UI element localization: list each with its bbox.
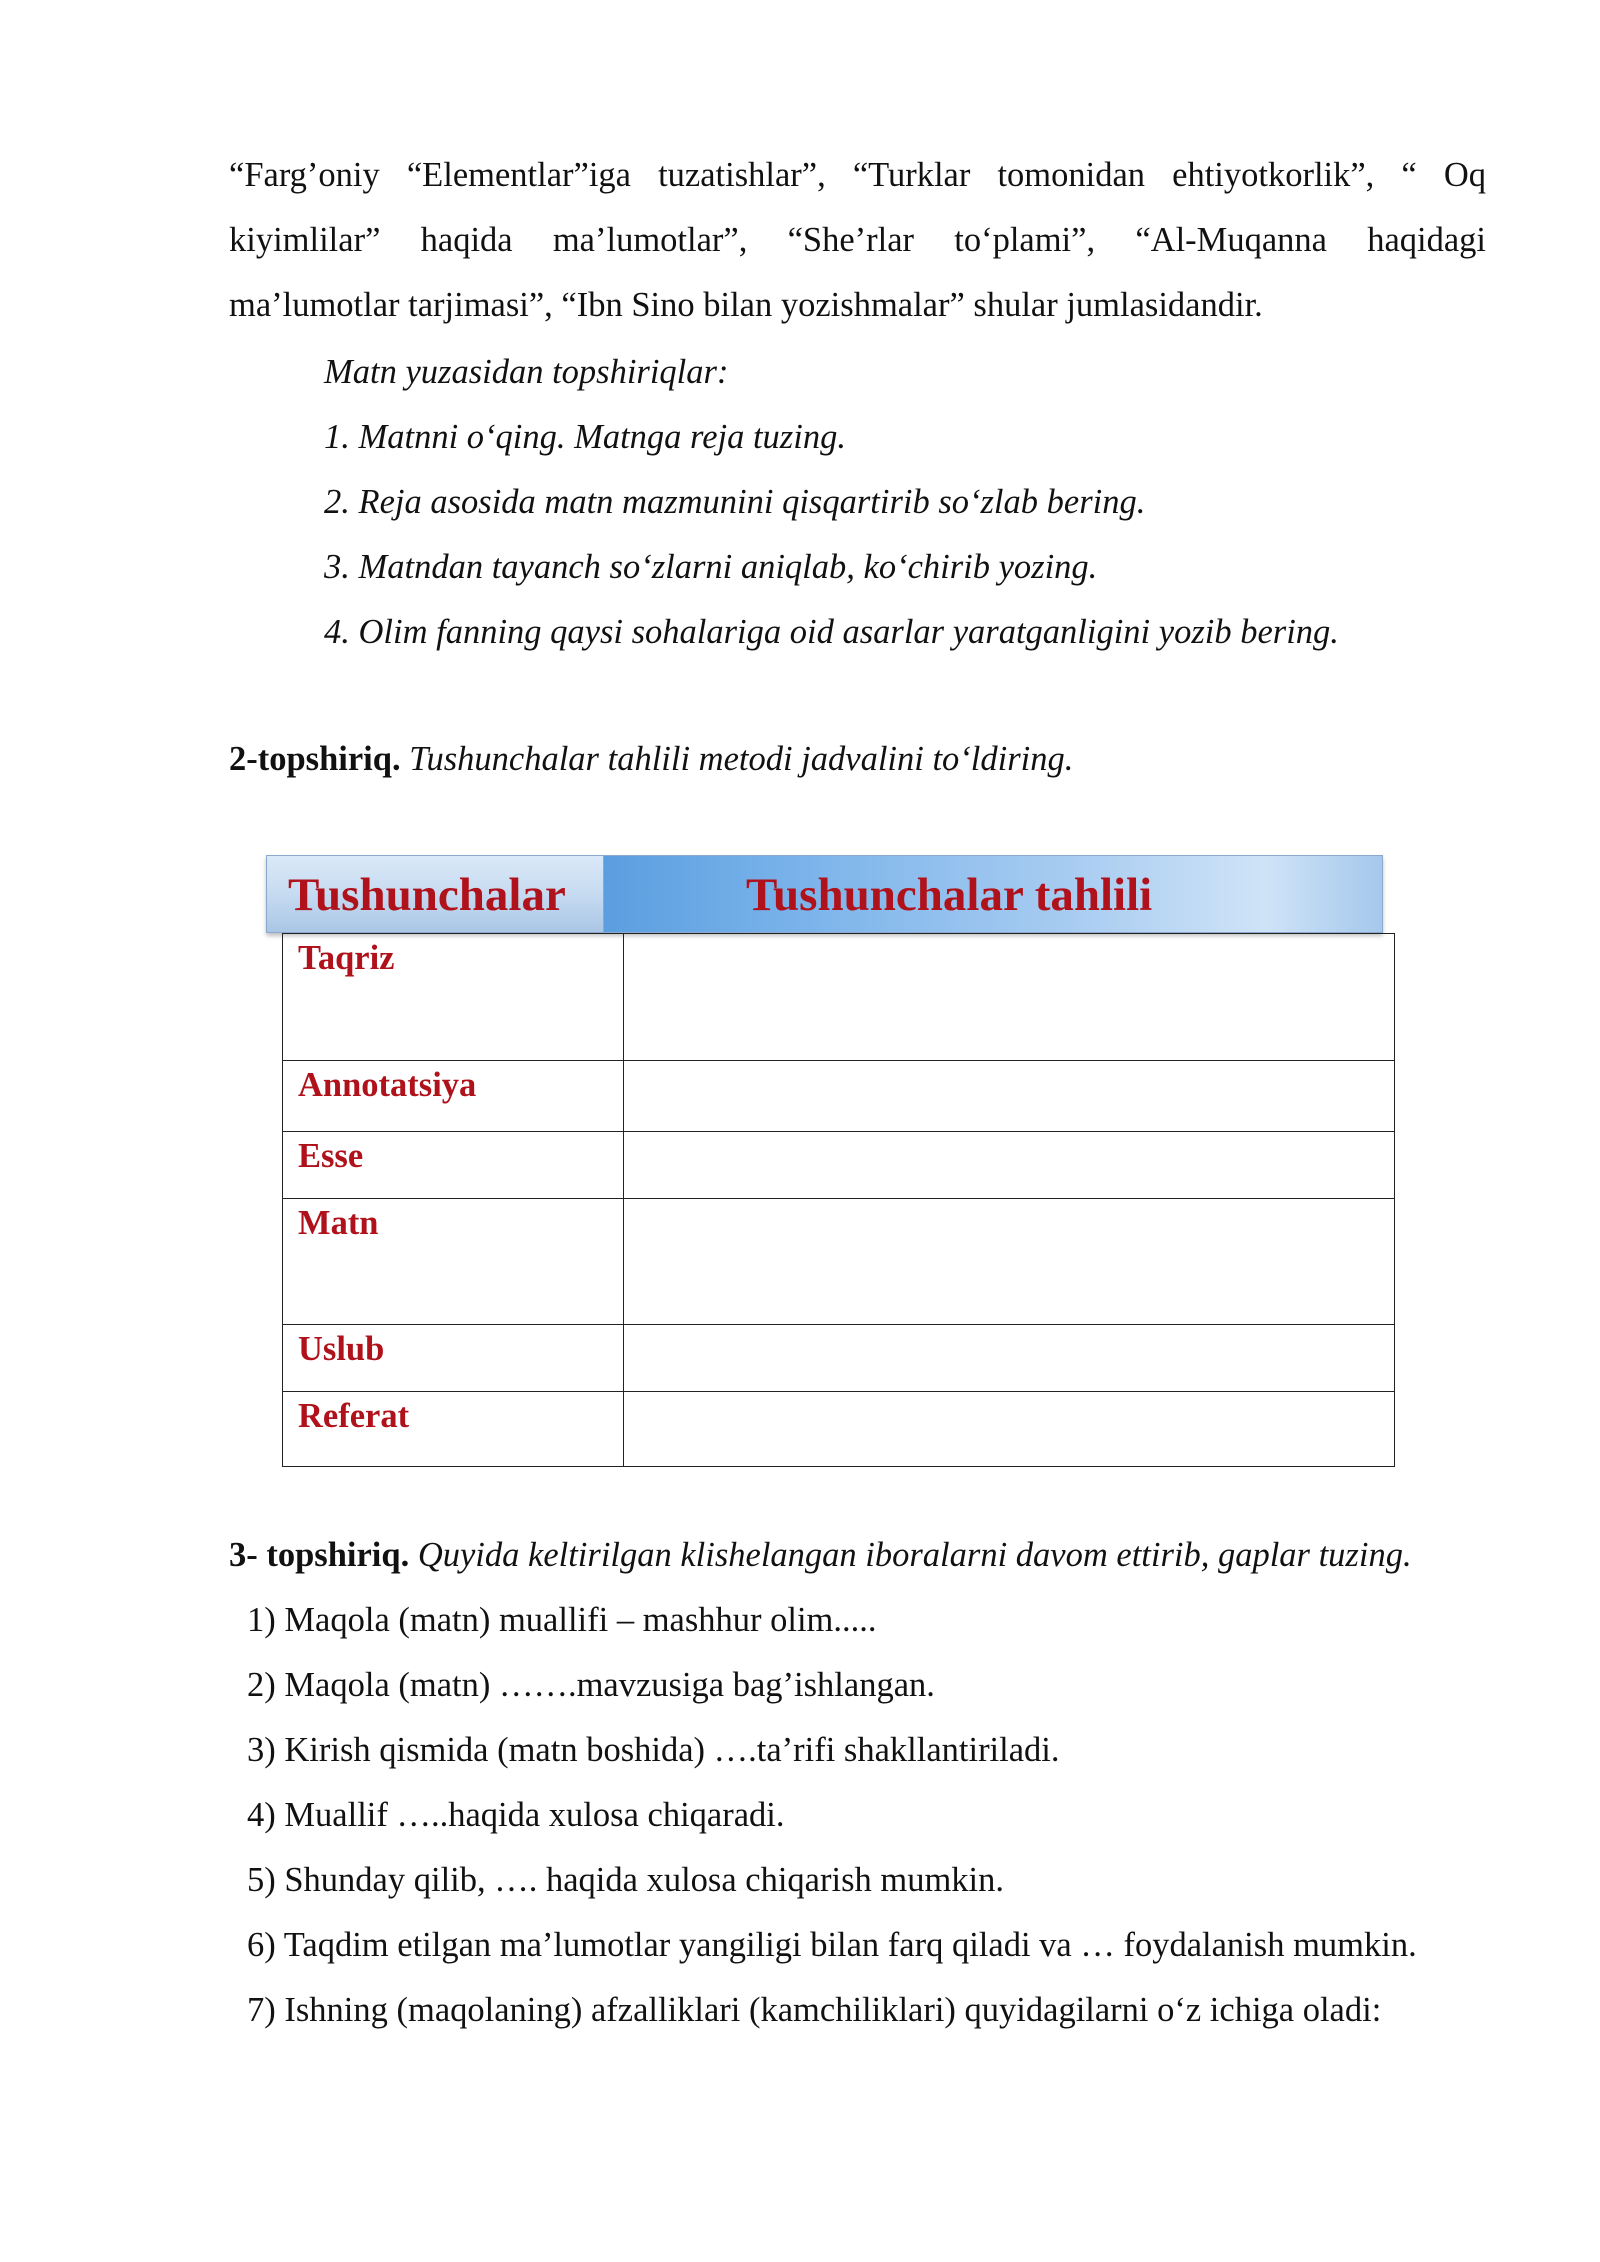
intro-line: “Farg’oniy “Elementlar”iga tuzatishlar”, “Turklar tomonidan ehtiyotkorlik”, “ Oq <box>229 156 1486 194</box>
analysis-cell[interactable] <box>623 1199 1394 1325</box>
table-row <box>283 934 1395 1061</box>
task2-label: 2-topshiriq. <box>229 740 401 778</box>
intro-paragraph <box>229 143 1486 338</box>
task3-item: 5) Shunday qilib, …. haqida xulosa chiqarish mumkin. <box>247 1861 1004 1899</box>
task1-list <box>324 340 1524 665</box>
task3-heading <box>229 1523 1412 1588</box>
table-row <box>283 1132 1395 1199</box>
term-cell: Esse <box>283 1132 624 1199</box>
task2-instruction: Tushunchalar tahlili metodi jadvalini to‘ldiring. <box>409 740 1074 778</box>
header-right-label: Tushunchalar tahlili <box>746 869 1153 921</box>
task3-item: 2) Maqola (matn) …….mavzusiga bag’ishlangan. <box>247 1666 935 1704</box>
task1-item: 3. Matndan tayanch so‘zlarni aniqlab, ko‘chirib yozing. <box>324 548 1098 586</box>
analysis-cell[interactable] <box>623 1325 1394 1392</box>
term-cell: Annotatsiya <box>283 1061 624 1132</box>
task3-instruction: Quyida keltirilgan klishelangan iboralarni davom ettirib, gaplar tuzing. <box>417 1536 1412 1574</box>
term-cell: Matn <box>283 1199 624 1325</box>
task3-item: 7) Ishning (maqolaning) afzalliklari (kamchiliklari) quyidagilarni o‘z ichiga oladi: <box>247 1991 1382 2029</box>
term-cell: Uslub <box>283 1325 624 1392</box>
task3-item: 3) Kirish qismida (matn boshida) ….ta’rifi shakllantiriladi. <box>247 1731 1060 1769</box>
term-cell: Referat <box>283 1392 624 1467</box>
task3-list <box>247 1588 1587 2043</box>
intro-line: kiyimlilar” haqida ma’lumotlar”, “She’rlar to‘plami”, “Al-Muqanna haqidagi <box>229 221 1486 259</box>
table-row <box>283 1325 1395 1392</box>
task1-title: Matn yuzasidan topshiriqlar: <box>324 353 729 391</box>
table-row <box>283 1199 1395 1325</box>
concept-table-header <box>266 855 1383 933</box>
intro-line: ma’lumotlar tarjimasi”, “Ibn Sino bilan yozishmalar” shular jumlasidandir. <box>229 286 1263 324</box>
table-row <box>283 1061 1395 1132</box>
task1-item: 1. Matnni o‘qing. Matnga reja tuzing. <box>324 418 846 456</box>
analysis-cell[interactable] <box>623 1061 1394 1132</box>
table-row <box>283 1392 1395 1467</box>
task1-item: 4. Olim fanning qaysi sohalariga oid asarlar yaratganligini yozib bering. <box>324 613 1339 651</box>
analysis-cell[interactable] <box>623 934 1394 1061</box>
task3-item: 4) Muallif …..haqida xulosa chiqaradi. <box>247 1796 785 1834</box>
analysis-cell[interactable] <box>623 1392 1394 1467</box>
task2-heading <box>229 727 1073 792</box>
analysis-cell[interactable] <box>623 1132 1394 1199</box>
task1-item: 2. Reja asosida matn mazmunini qisqartirib so‘zlab bering. <box>324 483 1146 521</box>
header-left-label: Tushunchalar <box>288 869 566 921</box>
concept-table <box>282 933 1395 1467</box>
task3-label: 3- topshiriq. <box>229 1536 410 1574</box>
task3-item: 1) Maqola (matn) muallifi – mashhur olim..... <box>247 1601 877 1639</box>
term-cell: Taqriz <box>283 934 624 1061</box>
task3-item: 6) Taqdim etilgan ma’lumotlar yangiligi bilan farq qiladi va … foydalanish mumkin. <box>247 1926 1417 1964</box>
